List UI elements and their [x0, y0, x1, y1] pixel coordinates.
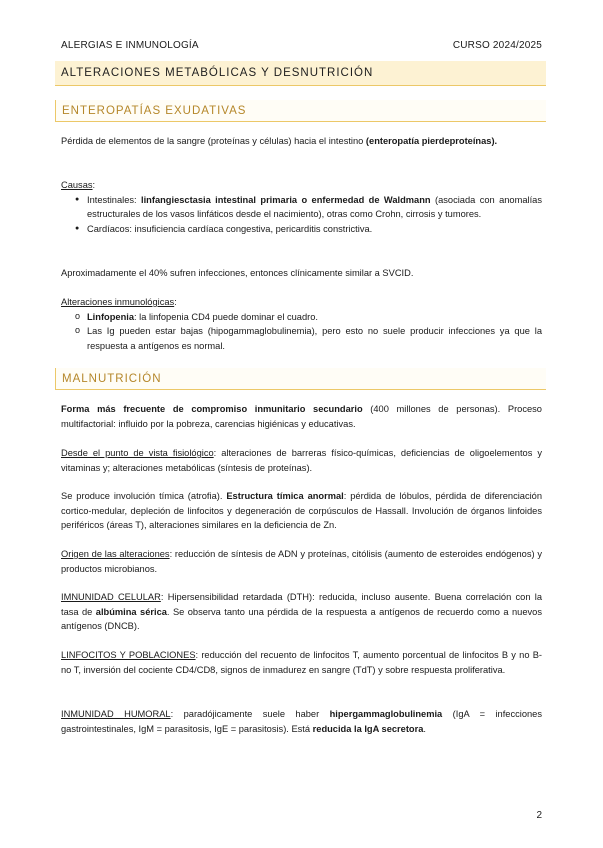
- underlined-text: Desde el punto de vista fisiológico: [61, 448, 214, 458]
- colon: :: [174, 297, 177, 307]
- chapter-banner: ALTERACIONES METABÓLICAS Y DESNUTRICIÓN: [55, 61, 546, 86]
- list-item: [61, 222, 542, 237]
- text: : alteraciones de barreras físico-químicas, deficiencias de oligoelementos y vitaminas y; alteraciones metabólicas (síntesis de proteínas).: [61, 448, 542, 473]
- text: (IgA = infecciones gastrointestinales, IgM = parasitosis, IgE = parasitosis). Está: [61, 709, 542, 734]
- bold-text: hipergammaglobulinemia: [329, 709, 443, 719]
- page-header: [61, 40, 542, 51]
- text: : reducción del recuento de linfocitos T, aumento porcentual de linfocitos B y no B-no T, inversión del cociente CD4/CD8, signos de inmadurez en sangre (TdT) y sobre respuesta proliferativa.: [61, 650, 542, 675]
- bold-text: Estructura tímica anormal: [226, 491, 344, 501]
- text: . Se observa tanto una pérdida de la respuesta a antígenos de recuerdo como a nuevos antígenos (DNCB).: [61, 606, 542, 631]
- paragraph-inmunidad-celular: [61, 590, 542, 634]
- causas-list: [61, 193, 542, 237]
- alteraciones-block: [61, 295, 542, 353]
- text: : pérdida de lóbulos, pérdida de diferenciación cortico-medular, depleción de linfocitos y degeneración de corpúsculos de Hassall. Involución de órganos linfoides periféricos (áreas T), alteraciones similares en la deficiencia de Zn.: [61, 491, 543, 530]
- alteraciones-list: [61, 310, 542, 354]
- text: Cardíacos: insuficiencia cardíaca congestiva, pericarditis constrictiva.: [87, 223, 373, 234]
- text: .: [423, 723, 426, 734]
- bold-text: reducida la IgA secretora: [312, 723, 424, 734]
- section-title-enteropatias: ENTEROPATÍAS EXUDATIVAS: [55, 100, 546, 122]
- colon: :: [92, 180, 96, 190]
- text: Las Ig pueden estar bajas (hipogammaglobulinemia), pero esto no suele producir infecciones ya que la respuesta a antígenos es normal.: [87, 326, 542, 351]
- paragraph-linfocitos: [61, 648, 542, 677]
- list-item: [61, 310, 542, 325]
- list-item: [61, 324, 542, 353]
- text: Pérdida de elementos de la sangre (proteínas y células) hacia el intestino: [61, 136, 366, 146]
- paragraph-origen: [61, 547, 542, 576]
- paragraph-infecciones: Aproximadamente el 40% sufren infecciones, entonces clínicamente similar a SVCID.: [61, 268, 414, 278]
- underlined-text: Origen de las alteraciones: [61, 549, 170, 559]
- alteraciones-label: Alteraciones inmunológicas: [61, 297, 175, 307]
- text: Se produce involución tímica (atrofia).: [61, 491, 227, 501]
- paragraph-definition: [61, 134, 542, 149]
- bold-text: linfangiesctasia intestinal primaria o enfermedad de Waldmann: [141, 194, 431, 205]
- bold-text: (enteropatía pierdeproteínas).: [365, 136, 498, 146]
- section-title-malnutricion: MALNUTRICIÓN: [55, 368, 546, 390]
- text: : Hipersensibilidad retardada (DTH): reducida, incluso ausente. Buena correlación con la tasa de: [61, 592, 542, 617]
- causas-block: [61, 178, 542, 236]
- underlined-text: IMNUNIDAD CELULAR: [61, 592, 161, 602]
- page-number: 2: [536, 810, 542, 821]
- bold-text: albúmina sérica: [95, 606, 167, 617]
- causas-label: Causas: [61, 180, 93, 190]
- bold-text: Linfopenia: [87, 311, 134, 322]
- text: (400 millones de personas). Proceso multifactorial: influido por la pobreza, carencias higiénicas y educativas.: [61, 404, 542, 429]
- text: Intestinales:: [87, 194, 142, 205]
- text: : paradójicamente suele haber: [170, 709, 330, 719]
- underlined-text: INMUNIDAD HUMORAL: [61, 709, 171, 719]
- paragraph-involucion-timica: [61, 489, 542, 533]
- paragraph-fisiologico: [61, 446, 542, 475]
- paragraph-inmunidad-humoral: [61, 707, 542, 736]
- underlined-text: LINFOCITOS Y POBLACIONES: [61, 650, 196, 660]
- bold-text: Forma más frecuente de compromiso inmunitario secundario: [61, 404, 363, 414]
- header-course-year: CURSO 2024/2025: [452, 40, 542, 51]
- text: : reducción de síntesis de ADN y proteínas, citólisis (aumento de esteroides endógenos) y productos microbianos.: [61, 549, 542, 574]
- header-course-name: ALERGIAS E INMUNOLOGÍA: [61, 40, 199, 51]
- text: (asociada con anomalías estructurales de los vasos linfáticos desde el nacimiento), otras como Crohn, cirrosis y tumores.: [87, 194, 542, 219]
- list-item: [61, 193, 542, 222]
- text: : la linfopenia CD4 puede dominar el cuadro.: [134, 311, 318, 322]
- paragraph-malnutricion-intro: [61, 402, 542, 431]
